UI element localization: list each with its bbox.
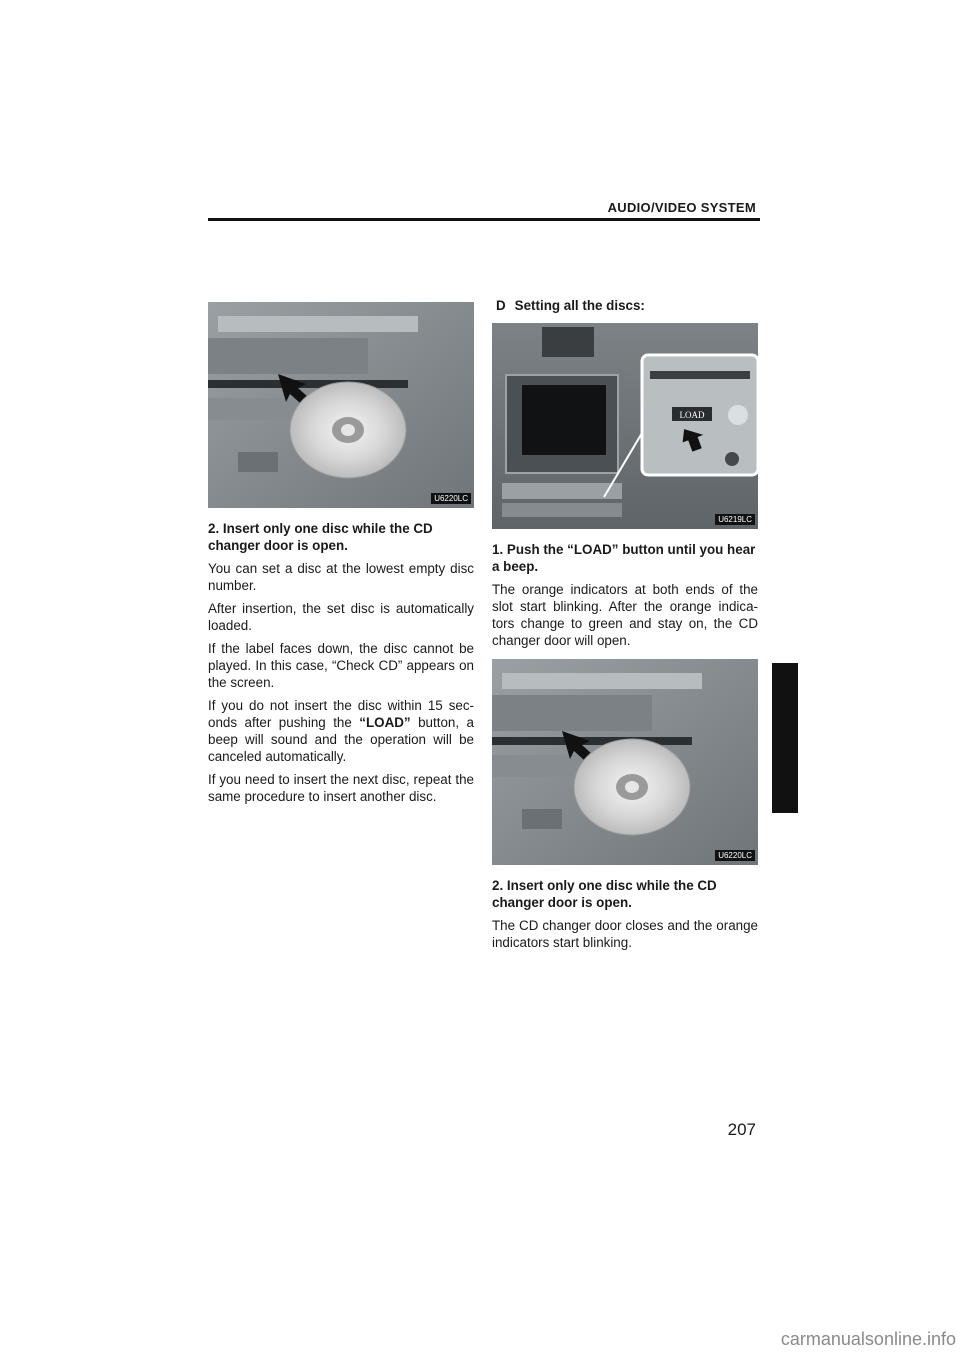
paragraph: You can set a disc at the lowest empty disc number. <box>208 561 474 593</box>
cd-slot-illustration <box>492 659 758 865</box>
section-title: AUDIO/VIDEO SYSTEM <box>607 200 756 215</box>
cd-slot-illustration <box>208 302 474 508</box>
right-column <box>492 297 758 957</box>
step-heading: 2. Insert only one disc while the CD changer door is open. <box>492 878 717 910</box>
figure-code-label: U6220LC <box>715 850 755 861</box>
figure-code-label: U6219LC <box>715 514 755 525</box>
step-heading: 2. Insert only one disc while the CD changer door is open. <box>208 521 433 553</box>
paragraph: The orange indicators at both ends of the slot start blinking. After the orange indica-tors change to green and stay on, the CD changer door will open. <box>492 582 758 648</box>
paragraph: The CD changer door closes and the orange indicators start blinking. <box>492 918 758 950</box>
left-column <box>208 302 474 811</box>
watermark: carmanualsonline.info <box>780 1329 956 1349</box>
chapter-tab <box>772 663 798 813</box>
page-number: 207 <box>727 1120 756 1139</box>
dashboard-illustration <box>492 323 758 529</box>
figure-load-button <box>492 323 758 529</box>
text-run: button, a beep will sound and the operation will be canceled automatically. <box>208 715 474 764</box>
paragraph: After insertion, the set disc is automatically loaded. <box>208 601 474 633</box>
paragraph: If the label faces down, the disc cannot be played. In this case, “Check CD” appears on the screen. <box>208 641 474 690</box>
step-heading: 1. Push the “LOAD” button until you hear a beep. <box>492 542 756 574</box>
bullet-heading <box>496 297 758 314</box>
load-label-emphasis: “LOAD” <box>359 715 411 730</box>
text-run: If you do not insert the disc within 15 sec-onds after pushing the <box>208 698 474 730</box>
header-rule <box>208 218 760 221</box>
bullet-text: Setting all the discs: <box>514 298 645 313</box>
bullet-mark: D <box>496 298 506 313</box>
paragraph <box>208 697 474 765</box>
figure-code-label: U6220LC <box>431 493 471 504</box>
figure-disc-insert <box>208 302 474 508</box>
load-button-label: LOAD <box>679 410 705 420</box>
figure-disc-insert <box>492 659 758 865</box>
paragraph: If you need to insert the next disc, repeat the same procedure to insert another disc. <box>208 772 474 804</box>
